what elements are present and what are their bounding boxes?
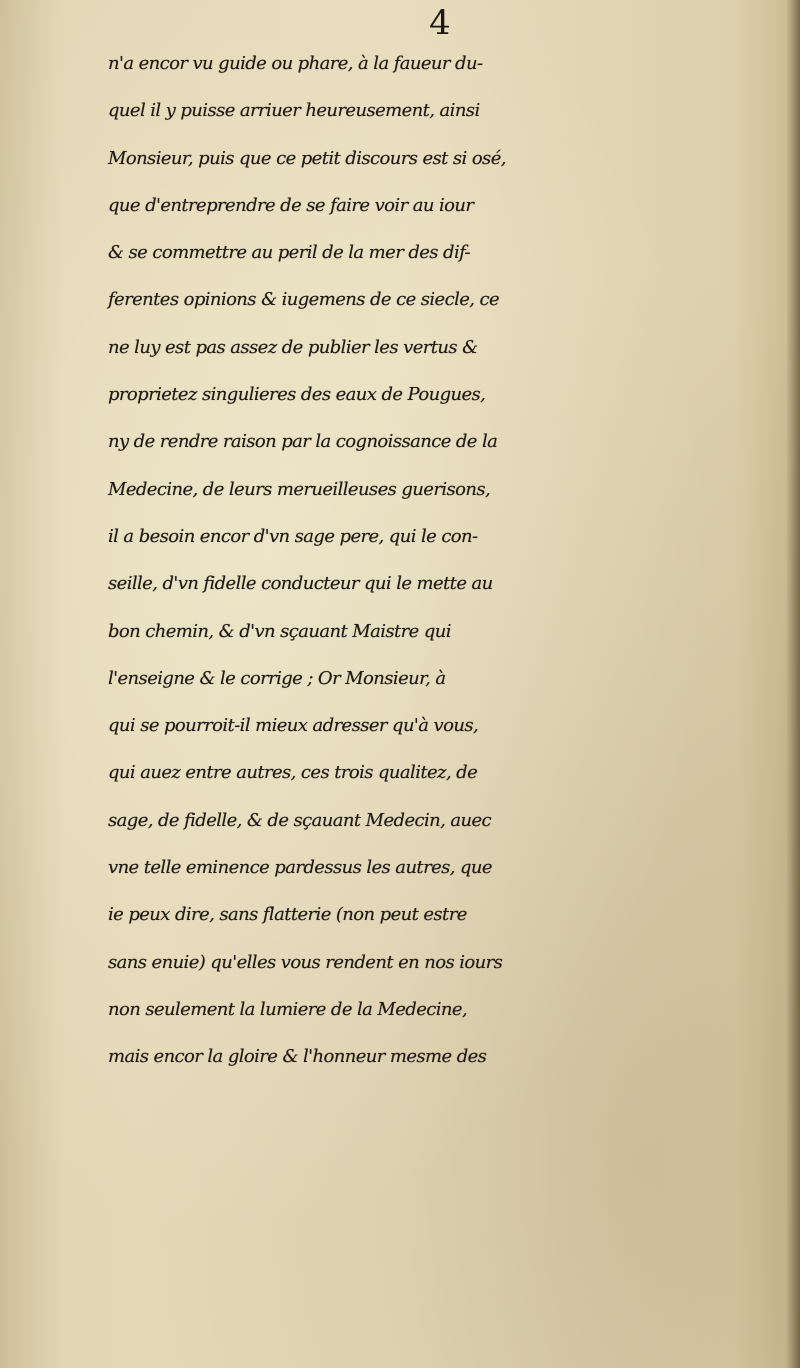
text-line: n'a encor vu guide ou phare, à la faueur du- — [108, 53, 483, 74]
text-line: que d'entreprendre de se faire voir au iour — [108, 194, 474, 216]
text-line: quel il y puisse arriuer heureusement, ainsi — [108, 100, 480, 122]
text-line: & se commettre au peril de la mer des dif- — [108, 242, 471, 264]
text-line: bon chemin, & d'vn sçauant Maistre qui — [108, 620, 451, 642]
text-line: mais encor la gloire & l'honneur mesme des — [108, 1046, 487, 1068]
text-line: sans enuie) qu'elles vous rendent en nos iours — [108, 951, 503, 973]
text-line: ie peux dire, sans flatterie (non peut estre — [108, 904, 467, 926]
text-line: ny de rendre raison par la cognoissance de la — [108, 431, 498, 453]
text-line: il a besoin encor d'vn sage pere, qui le con- — [108, 525, 478, 547]
text-line: Medecine, de leurs merueilleuses guerisons, — [108, 478, 491, 500]
text-line: sage, de fidelle, & de sçauant Medecin, auec — [108, 809, 492, 831]
text-line: vne telle eminence pardessus les autres, que — [108, 857, 492, 879]
text-block — [108, 40, 793, 1081]
text-line: l'enseigne & le corrige ; Or Monsieur, à — [108, 667, 446, 689]
text-line: non seulement la lumiere de la Medecine, — [108, 998, 468, 1020]
text-line: proprietez singulieres des eaux de Pougues, — [108, 384, 486, 406]
text-line: qui auez entre autres, ces trois qualitez, de — [108, 762, 478, 784]
page-number: 4 — [429, 3, 451, 43]
text-line: ne luy est pas assez de publier les vertus & — [108, 336, 478, 358]
text-line: ferentes opinions & iugemens de ce siecle, ce — [108, 289, 500, 311]
text-line: seille, d'vn fidelle conducteur qui le mette au — [108, 573, 493, 595]
text-line: Monsieur, puis que ce petit discours est si osé, — [108, 147, 506, 169]
text-line: qui se pourroit-il mieux adresser qu'à vous, — [108, 715, 479, 737]
